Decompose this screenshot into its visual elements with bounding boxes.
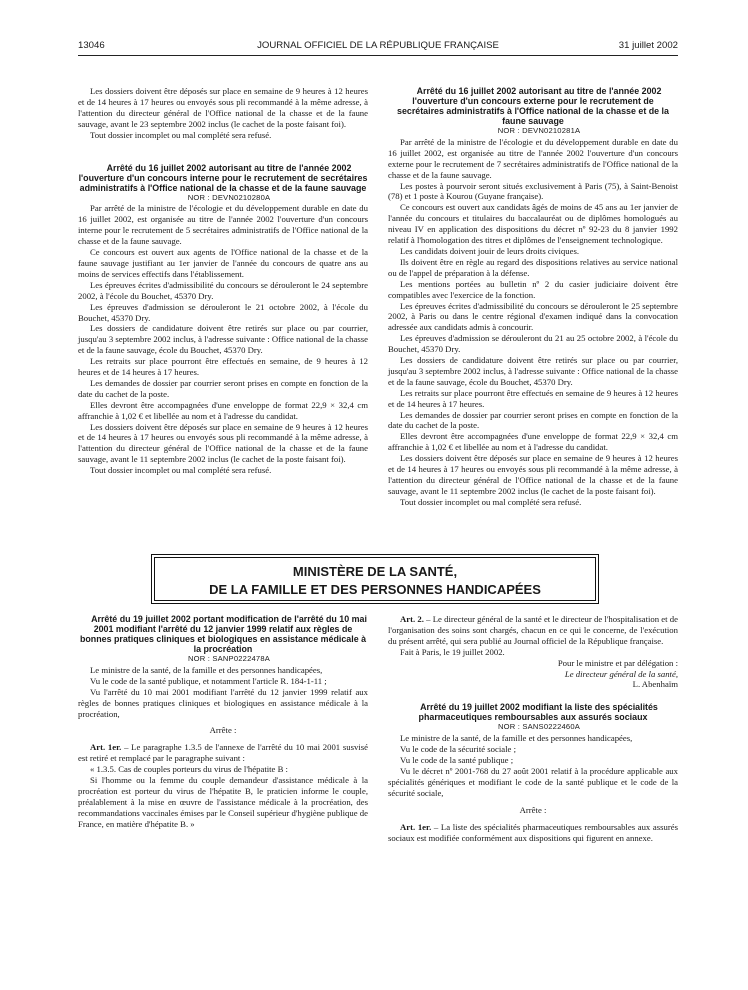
ministry-heading-box <box>151 554 599 604</box>
article-2 <box>388 614 678 647</box>
ministry-heading-line2: DE LA FAMILLE ET DES PERSONNES HANDICAPÉES <box>209 582 541 597</box>
article-1 <box>78 742 368 764</box>
signature-line: Pour le ministre et par délégation : <box>557 657 678 668</box>
paragraph: Les demandes de dossier par courrier seront prises en compte en fonction de la date du cachet de la poste. <box>388 409 678 431</box>
nor-reference: NOR : DEVN0210281A <box>497 126 581 135</box>
paragraph: Les postes à pourvoir seront situés exclusivement à Paris (75), à Saint-Benoist (78) et 1 poste à Kourou (Guyane française). <box>388 180 678 202</box>
paragraph: Les épreuves d'admission se dérouleront le 21 octobre 2002, à l'école du Bouchet, 45370 Dry. <box>78 301 368 323</box>
paragraph: Elles devront être accompagnées d'une enveloppe de format 22,9 × 32,4 cm affranchie à 1,02 € et libellée au nom et à l'adresse du candidat. <box>388 431 678 453</box>
signature-role: Le directeur général de la santé, <box>564 668 678 679</box>
ministry-heading-line1: MINISTÈRE DE LA SANTÉ, <box>292 564 458 579</box>
decree-title: Arrêté du 19 juillet 2002 portant modification de l'arrêté du 10 mai 2001 modifiant l'arrêté du 12 janvier 1999 relatif aux règles de bonnes pratiques cliniques et biologiques en assistance médicale à la procréation <box>79 614 367 654</box>
paragraph: Vu le code de la santé publique ; <box>400 755 514 766</box>
paragraph: Les dossiers doivent être déposés sur place en semaine de 9 heures à 12 heures et de 14 heures à 17 heures ou envoyés sous pli recommandé à la même adresse, à l'attention du directeur général de l'Office national de la chasse et de la faune sauvage, avant le 11 septembre 2002 inclus (le cachet de la poste faisant foi). <box>78 421 368 465</box>
journal-title: JOURNAL OFFICIEL DE LA RÉPUBLIQUE FRANÇAISE <box>257 40 499 51</box>
arrete-heading: Arrête : <box>209 725 237 736</box>
decree-title: Arrêté du 19 juillet 2002 modifiant la liste des spécialités pharmaceutiques remboursables aux assurés sociaux <box>418 702 658 723</box>
paragraph: Vu l'arrêté du 10 mai 2001 modifiant l'arrêté du 12 janvier 1999 relatif aux règles de bonnes pratiques cliniques et biologiques en assistance médicale à la procréation, <box>78 686 368 719</box>
paragraph: Les dossiers doivent être déposés sur place en semaine de 9 heures à 12 heures et de 14 heures à 17 heures ou envoyés sous pli recommandé à la même adresse, à l'attention du directeur général de l'Office national de la chasse et de la faune sauvage, avant le 11 septembre 2002 inclus (le cachet de la poste faisant foi). <box>388 453 678 496</box>
paragraph: Les épreuves écrites d'admissibilité du concours se dérouleront le 25 septembre 2002, à Paris ou dans le centre régional d'examen indiqué dans la convocation adressée aux candidats admis à concourir. <box>388 300 678 333</box>
quote-paragraph: Si l'homme ou la femme du couple demandeur d'assistance médicale à la procréation est porteur du virus de l'hépatite B, le praticien informe le couple, préalablement à la mise en œuvre de l'assistance médicale à la procréation, des recommandations vaccinales émises par le Conseil supérieur d'hygiène publique de France, en matière d'hépatite B. » <box>78 775 368 829</box>
column-right-top <box>388 86 678 508</box>
column-left-bottom <box>78 614 368 830</box>
paragraph: Les dossiers de candidature doivent être retirés sur place ou par courrier, jusqu'au 3 septembre 2002 inclus, à l'adresse suivante : Office national de la chasse et de la faune sauvage, école du Bouchet, 45370 Dry. <box>78 323 368 356</box>
paragraph: Les retraits sur place pourront être effectués en semaine, de 9 heures à 12 heures et de 14 heures à 17 heures. <box>78 356 368 378</box>
nor-reference: NOR : SANP0222478A <box>187 654 271 663</box>
paragraph: Le ministre de la santé, de la famille et des personnes handicapées, <box>400 733 633 744</box>
paragraph: Par arrêté de la ministre de l'écologie et du développement durable en date du 16 juillet 2002, est organisée au titre de l'année 2002 l'ouverture d'un concours externe pour le recrutement de 7 secrétaires administratifs de l'Office national de la chasse et de la faune sauvage. <box>388 136 678 180</box>
paragraph: Tout dossier incomplet ou mal complété sera refusé. <box>400 496 582 507</box>
paragraph: Ce concours est ouvert aux agents de l'Office national de la chasse et de la faune sauvage justifiant au 1er janvier de l'année du concours de quatre ans au moins de services effectifs dans l'établissement. <box>78 247 368 279</box>
paragraph: Elles devront être accompagnées d'une enveloppe de format 22,9 × 32,4 cm affranchie à 1,02 € et libellée au nom et à l'adresse du candidat. <box>78 399 368 421</box>
paragraph: Les dossiers doivent être déposés sur place en semaine de 9 heures à 12 heures et de 14 heures à 17 heures ou envoyés sous pli recommandé à la même adresse, à l'attention du directeur général de l'Office national de la chasse et de la faune sauvage, avant le 23 septembre 2002 inclus (le cachet de la poste faisant foi). <box>78 86 368 129</box>
page-header <box>78 40 678 54</box>
paragraph: Tout dossier incomplet ou mal complété sera refusé. <box>90 465 272 476</box>
paragraph: Les dossiers de candidature doivent être retirés sur place ou par courrier, jusqu'au 3 septembre 2002 inclus, à l'adresse suivante : Office national de la chasse et de la faune sauvage, école du Bouchet, 45370 Dry. <box>388 355 678 387</box>
paragraph: Vu le décret nº 2001-768 du 27 août 2001 relatif à la procédure applicable aux spécialités génériques et modifiant le code de la santé publique et le code de la sécurité sociale, <box>388 765 678 798</box>
article-label: Art. 1er. <box>400 821 432 832</box>
paragraph: Le ministre de la santé, de la famille et des personnes handicapées, <box>90 664 323 675</box>
quote-heading: « 1.3.5. Cas de couples porteurs du virus de l'hépatite B : <box>90 764 288 775</box>
signature-place-date: Fait à Paris, le 19 juillet 2002. <box>400 646 505 657</box>
decree-title: Arrêté du 16 juillet 2002 autorisant au titre de l'année 2002 l'ouverture d'un concours interne pour le recrutement de secrétaires administratifs à l'Office national de la chasse et de la faune sauvage <box>78 162 368 193</box>
paragraph: Les demandes de dossier par courrier seront prises en compte en fonction de la date du cachet de la poste. <box>78 377 368 399</box>
arrete-heading: Arrête : <box>519 804 547 815</box>
column-right-bottom <box>388 614 678 843</box>
paragraph: Les retraits sur place pourront être effectués en semaine de 9 heures à 12 heures et de 14 heures à 17 heures. <box>388 387 678 409</box>
article-label: Art. 1er. <box>90 742 122 753</box>
nor-reference: NOR : SANS0222460A <box>497 722 581 732</box>
paragraph: Ils doivent être en règle au regard des dispositions relatives au service national ou de l'appel de préparation à la défense. <box>388 256 678 278</box>
article-1 <box>388 822 678 844</box>
issue-date: 31 juillet 2002 <box>618 40 678 51</box>
paragraph: Ce concours est ouvert aux candidats âgés de moins de 45 ans au 1er janvier de l'année du concours et titulaires du baccalauréat ou de diplômes homologués au niveau IV en application des dispositions du décret nº 92-23 du 8 janvier 1992 relatif à l'homologation des titres et diplômes de l'enseignement technologique. <box>388 202 678 246</box>
article-label: Art. 2. <box>400 614 424 624</box>
signature-name: L. Abenhaïm <box>632 679 678 690</box>
paragraph: Les candidats doivent jouir de leurs droits civiques. <box>400 245 580 256</box>
paragraph: Par arrêté de la ministre de l'écologie et du développement durable en date du 16 juillet 2002, est organisée au titre de l'année 2002 l'ouverture d'un concours interne pour le recrutement de 5 secrétaires administratifs de l'Office national de la chasse et de la faune sauvage. <box>78 203 368 247</box>
paragraph: Vu le code de la sécurité sociale ; <box>400 744 516 755</box>
column-left-top <box>78 86 368 476</box>
paragraph: Les mentions portées au bulletin nº 2 du casier judiciaire doivent être compatibles avec l'exercice de la fonction. <box>388 278 678 300</box>
decree-title: Arrêté du 16 juillet 2002 autorisant au titre de l'année 2002 l'ouverture d'un concours externe pour le recrutement de secrétaires administratifs à l'Office national de la chasse et de la faune sauvage <box>397 86 669 126</box>
paragraph: Les épreuves d'admission se dérouleront du 21 au 25 octobre 2002, à l'école du Bouchet, 45370 Dry. <box>388 333 678 355</box>
page-number: 13046 <box>78 40 105 51</box>
article-text: – Le paragraphe 1.3.5 de l'annexe de l'arrêté du 10 mai 2001 susvisé est retiré et remplacé par le paragraphe suivant : <box>78 742 368 764</box>
article-text: – Le directeur général de la santé et le directeur de l'hospitalisation et de l'organisation des soins sont chargés, chacun en ce qui le concerne, de l'exécution du présent arrêté, qui sera publié au Journal officiel de la République française. <box>388 614 678 646</box>
header-rule <box>78 55 678 56</box>
article-text: – La liste des spécialités pharmaceutiques remboursables aux assurés sociaux est modifiée conformément aux dispositions qui figurent en annexe. <box>388 821 679 843</box>
nor-reference: NOR : DEVN0210280A <box>187 192 271 202</box>
paragraph: Les épreuves écrites d'admissibilité du concours se dérouleront le 24 septembre 2002, à l'école du Bouchet, 45370 Dry. <box>78 279 368 301</box>
paragraph: Tout dossier incomplet ou mal complété sera refusé. <box>90 129 272 140</box>
paragraph: Vu le code de la santé publique, et notamment l'article R. 184-1-11 ; <box>90 675 327 686</box>
